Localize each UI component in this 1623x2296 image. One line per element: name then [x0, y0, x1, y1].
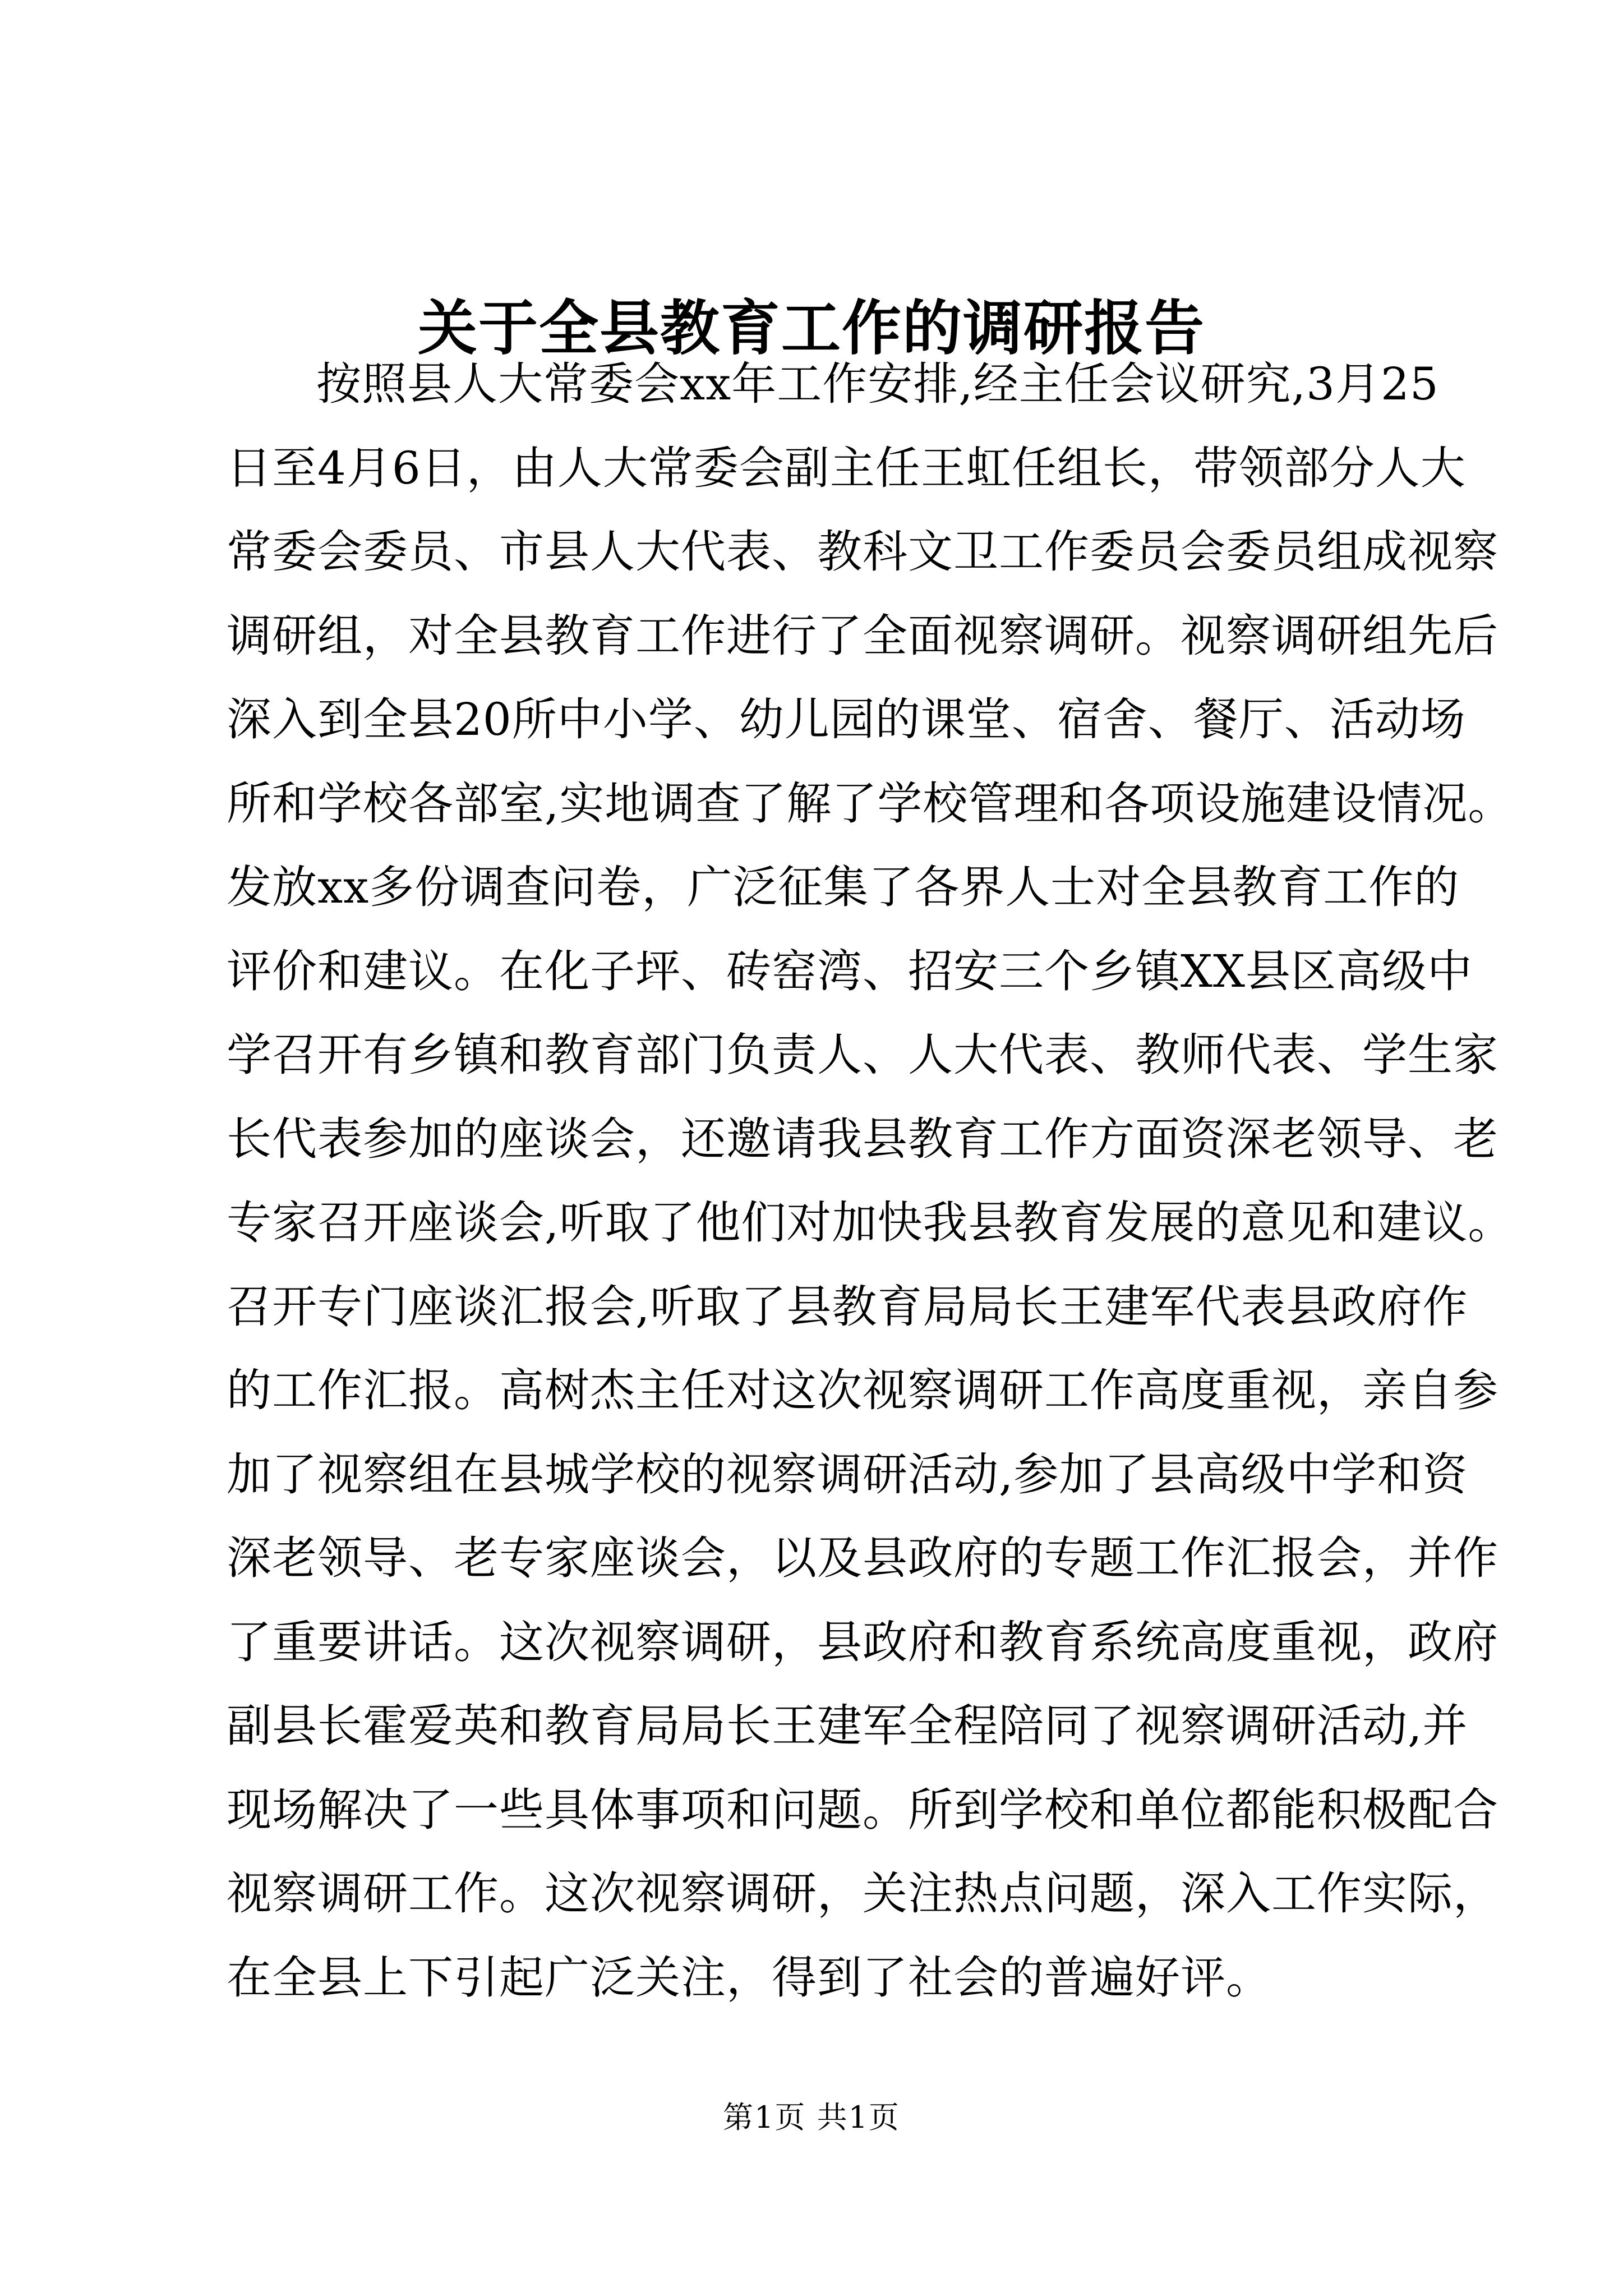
paragraph-line: 学召开有乡镇和教育部门负责人、人大代表、教师代表、学生家 — [227, 1029, 1498, 1081]
paragraph-line: 所和学校各部室,实地调查了解了学校管理和各项设施建设情况。 — [227, 777, 1514, 830]
paragraph-line: 副县长霍爱英和教育局局长王建军全程陪同了视察调研活动,并 — [227, 1700, 1468, 1752]
paragraph-line: 评价和建议。在化子坪、砖窑湾、招安三个乡镇XX县区高级中 — [227, 945, 1473, 997]
paragraph-line: 长代表参加的座谈会，还邀请我县教育工作方面资深老领导、老 — [227, 1112, 1498, 1165]
paragraph-line: 了重要讲话。这次视察调研，县政府和教育系统高度重视，政府 — [227, 1616, 1498, 1668]
page-number-footer: 第1页 共1页 — [723, 2100, 900, 2135]
paragraph-line: 专家召开座谈会,听取了他们对加快我县教育发展的意见和建议。 — [227, 1197, 1514, 1249]
document-title: 关于全县教育工作的调研报告 — [418, 293, 1205, 363]
paragraph-line: 在全县上下引起广泛关注，得到了社会的普遍好评。 — [227, 1951, 1271, 2004]
paragraph-line: 召开专门座谈汇报会,听取了县教育局局长王建军代表县政府作 — [227, 1280, 1468, 1333]
paragraph-line: 加了视察组在县城学校的视察调研活动,参加了县高级中学和资 — [227, 1448, 1468, 1501]
paragraph-line: 现场解决了一些具体事项和问题。所到学校和单位都能积极配合 — [227, 1783, 1498, 1836]
paragraph-line: 按照县人大常委会xx年工作安排,经主任会议研究,3月25 — [316, 358, 1439, 410]
paragraph-line: 常委会委员、市县人大代表、教科文卫工作委员会委员组成视察 — [227, 526, 1498, 578]
paragraph-line: 视察调研工作。这次视察调研，关注热点问题，深入工作实际， — [227, 1867, 1498, 1920]
paragraph-line: 调研组，对全县教育工作进行了全面视察调研。视察调研组先后 — [227, 609, 1498, 662]
paragraph-line: 发放xx多份调查问卷，广泛征集了各界人士对全县教育工作的 — [227, 861, 1460, 913]
paragraph-line: 深老领导、老专家座谈会，以及县政府的专题工作汇报会，并作 — [227, 1532, 1498, 1584]
body-paragraph — [227, 342, 1514, 2019]
paragraph-line: 日至4月6日，由人大常委会副主任王虹任组长，带领部分人大 — [227, 441, 1466, 494]
paragraph-line: 的工作汇报。高树杰主任对这次视察调研工作高度重视，亲自参 — [227, 1364, 1498, 1416]
paragraph-line: 深入到全县20所中小学、幼儿园的课堂、宿舍、餐厅、活动场 — [227, 693, 1466, 746]
